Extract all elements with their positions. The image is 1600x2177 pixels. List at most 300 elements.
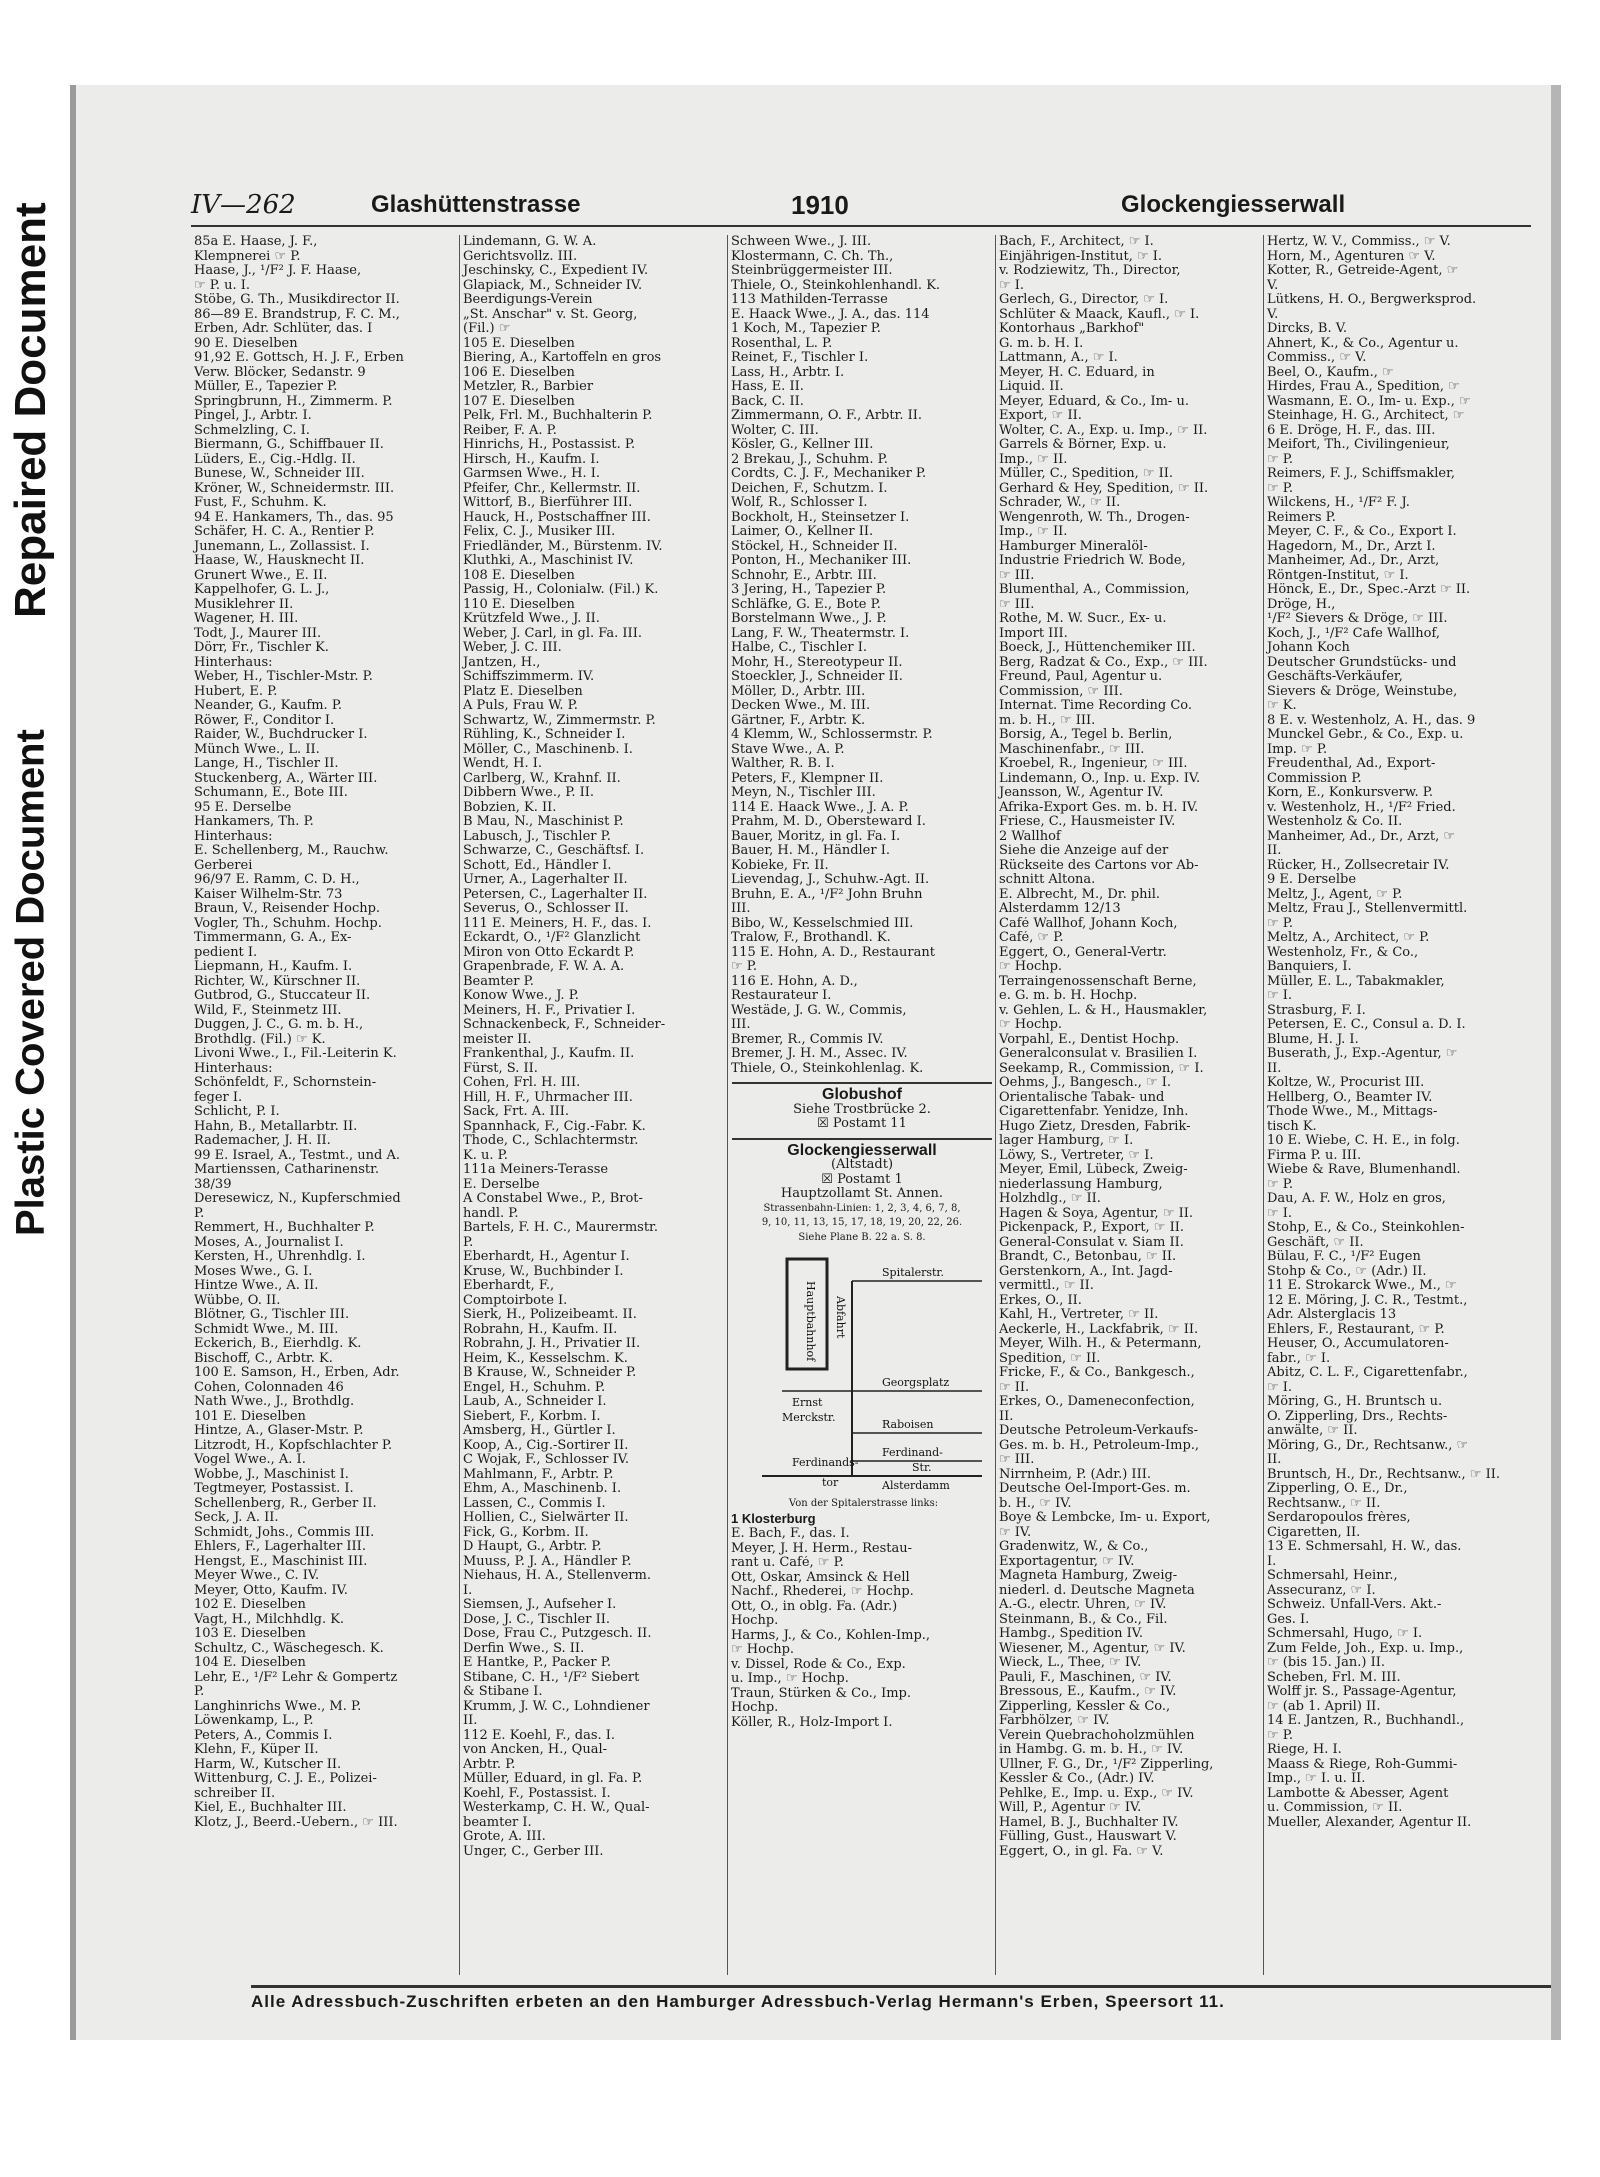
directory-entry: Zum Felde, Joh., Exp. u. Imp.,	[1267, 1641, 1464, 1656]
directory-entry: Verein Quebrachoholzmühlen	[999, 1728, 1195, 1743]
directory-entry: II.	[463, 1714, 478, 1728]
directory-entry: Möring, G., H. Bruntsch u.	[1267, 1395, 1443, 1409]
directory-entry: Meyn, N., Tischler III.	[731, 786, 876, 800]
directory-entry: E Hantke, P., Packer P.	[463, 1656, 612, 1670]
directory-entry: Lindemann, G. W. A.	[463, 235, 597, 249]
directory-entry: Firma P. u. III.	[1267, 1148, 1362, 1163]
directory-entry: Hirdes, Frau A., Spedition, ☞	[1267, 380, 1460, 394]
directory-entry: Liquid. II.	[999, 380, 1064, 394]
directory-entry: 96/97 E. Ramm, C. D. H.,	[194, 873, 360, 887]
directory-entry: Meyer, H. C. Eduard, in	[999, 365, 1155, 380]
directory-entry: Urner, A., Lagerhalter II.	[463, 873, 628, 887]
directory-entry: Siemsen, J., Aufseher I.	[463, 1598, 617, 1612]
directory-entry: II.	[1267, 1061, 1282, 1076]
directory-entry: Amsberg, H., Gürtler I.	[463, 1424, 616, 1438]
directory-entry: Cigarettenfabr. Yenidze, Inh.	[999, 1105, 1189, 1119]
directory-entry: Harm, W., Kutscher II.	[194, 1757, 342, 1772]
directory-entry: Hamel, B. J., Buchhalter IV.	[999, 1815, 1179, 1830]
directory-entry: m. b. H., ☞ III.	[999, 713, 1096, 728]
directory-entry: Schiffszimmerm. IV.	[463, 670, 595, 684]
directory-entry: Hahn, B., Metallarbtr. II.	[194, 1119, 358, 1134]
directory-entry: Meltz, A., Architect, ☞ P.	[1267, 931, 1430, 945]
directory-entry: Hankamers, Th. P.	[194, 815, 314, 829]
directory-entry: Brandt, C., Betonbau, ☞ II.	[999, 1250, 1177, 1264]
directory-entry: ☞ P.	[1267, 1177, 1294, 1192]
directory-entry: Schweiz. Unfall-Vers. Akt.-	[1267, 1598, 1442, 1612]
directory-entry: Friese, C., Hausmeister IV.	[999, 815, 1176, 829]
street-map	[732, 1251, 992, 1491]
directory-entry: Will, P., Agentur ☞ IV.	[999, 1801, 1142, 1815]
directory-entry: Gärtner, F., Arbtr. K.	[731, 713, 866, 728]
directory-entry: Grote, A. III.	[463, 1830, 546, 1844]
directory-entry: III.	[731, 1018, 751, 1032]
directory-entry: handl. P.	[463, 1206, 519, 1221]
directory-entry: ☞ Hochp.	[999, 960, 1063, 974]
directory-entry: Bauer, H. M., Händler I.	[731, 844, 890, 858]
directory-entry: Müller, Eduard, in gl. Fa. P.	[463, 1772, 643, 1786]
directory-entry: Wittorf, B., Bierführer III.	[463, 496, 633, 510]
directory-entry: 100 E. Samson, H., Erben, Adr.	[194, 1366, 400, 1380]
directory-entry: Restaurateur I.	[731, 989, 832, 1003]
map-label: Merckstr.	[782, 1411, 836, 1424]
directory-entry: Peters, F., Klempner II.	[731, 771, 884, 786]
directory-entry: 111 E. Meiners, H. F., das. I.	[463, 916, 652, 931]
directory-entry: Schläfke, G. E., Bote P.	[731, 597, 881, 612]
directory-entry: Freudenthal, Ad., Export-	[1267, 757, 1436, 771]
directory-entry: Ehlers, F., Lagerhalter III.	[194, 1540, 366, 1554]
directory-entry: Heuser, O., Accumulatoren-	[1267, 1337, 1449, 1351]
directory-entry: Spannhack, F., Cig.-Fabr. K.	[463, 1119, 646, 1134]
directory-entry: Münch Wwe., L. II.	[194, 742, 320, 757]
directory-entry: Hintze Wwe., A. II.	[194, 1279, 319, 1293]
directory-entry: Ehm, A., Maschinenb. I.	[463, 1482, 622, 1496]
directory-entry: Bremer, J. H. M., Assec. IV.	[731, 1047, 908, 1061]
directory-entry: beamter I.	[463, 1815, 532, 1830]
map-label: Alsterdamm	[882, 1479, 950, 1491]
directory-entry: 14 E. Jantzen, R., Buchhandl.,	[1267, 1714, 1465, 1728]
directory-entry: Röwer, F., Conditor I.	[194, 713, 335, 728]
directory-entry: 9 E. Derselbe	[1267, 873, 1357, 887]
directory-entry: Café, ☞ P.	[999, 931, 1064, 945]
directory-entry: Wolff jr. S., Passage-Agentur,	[1267, 1685, 1457, 1699]
directory-entry: Müller, C., Spedition, ☞ II.	[999, 467, 1174, 481]
directory-entry: Deutscher Grundstücks- und	[1267, 655, 1457, 670]
directory-entry: II.	[1267, 844, 1282, 858]
directory-entry: 107 E. Dieselben	[463, 394, 575, 409]
directory-entry: Brothdlg. (Fil.) ☞ K.	[194, 1032, 326, 1047]
directory-entry: Schlüter & Maack, Kaufl., ☞ I.	[999, 307, 1200, 322]
directory-entry: D Haupt, G., Arbtr. P.	[463, 1540, 602, 1554]
klosterburg-heading	[728, 1512, 996, 1528]
directory-entry: Meyer Wwe., C. IV.	[194, 1569, 320, 1583]
directory-entry: Arbtr. P.	[463, 1757, 516, 1772]
directory-entry: Stöckel, H., Schneider II.	[731, 539, 898, 554]
directory-entry: Junemann, L., Zollassist. I.	[194, 539, 370, 554]
directory-entry: Vorpahl, E., Dentist Hochp.	[999, 1032, 1180, 1047]
directory-entry: Bobzien, K. II.	[463, 800, 557, 815]
directory-entry: Bartels, F. H. C., Maurermstr.	[463, 1221, 658, 1235]
directory-entry: Scheben, Frl. M. III.	[1267, 1670, 1401, 1685]
directory-entry: Industrie Friedrich W. Bode,	[999, 554, 1186, 568]
directory-entry: Seekamp, R., Commission, ☞ I.	[999, 1061, 1204, 1076]
directory-entry: Köller, R., Holz-Import I.	[731, 1715, 893, 1730]
directory-entry: Kösler, G., Kellner III.	[731, 438, 874, 452]
directory-entry: Schäfer, H. C. A., Rentier P.	[194, 525, 375, 539]
directory-entry: 4 Klemm, W., Schlossermstr. P.	[731, 728, 933, 742]
directory-entry: Kaiser Wilhelm-Str. 73	[194, 887, 343, 902]
glockengiesserwall-tram: Strassenbahn-Linien: 1, 2, 3, 4, 6, 7, 8,	[763, 1202, 961, 1214]
directory-entry: 113 Mathilden-Terrasse	[731, 293, 888, 307]
directory-entry: ☞ I.	[999, 278, 1025, 293]
directory-entry: Wilckens, H., ¹/F² F. J.	[1267, 496, 1410, 510]
map-label: Str.	[912, 1461, 932, 1474]
directory-entry: Siebert, F., Korbm. I.	[463, 1409, 601, 1424]
map-label: tor	[822, 1476, 839, 1489]
directory-entry: Lambotte & Abesser, Agent	[1267, 1786, 1449, 1801]
directory-entry: ☞ Hochp.	[999, 1018, 1063, 1032]
directory-entry: Dau, A. F. W., Holz en gros,	[1267, 1192, 1446, 1206]
directory-entry: Aeckerle, H., Lackfabrik, ☞ II.	[999, 1322, 1199, 1337]
directory-entry: Nath Wwe., J., Brothdlg.	[194, 1395, 355, 1409]
page-content	[191, 185, 1531, 2011]
directory-entry: Afrika-Export Ges. m. b. H. IV.	[999, 800, 1199, 815]
directory-entry: Munckel Gebr., & Co., Exp. u.	[1267, 728, 1464, 742]
column-1	[191, 235, 459, 1975]
directory-entry: III.	[731, 902, 751, 916]
directory-entry: Schellenberg, R., Gerber II.	[194, 1496, 377, 1511]
directory-entry: niederl. d. Deutsche Magneta	[999, 1583, 1195, 1598]
directory-entry: Möring, G., Dr., Rechtsanw., ☞	[1267, 1438, 1469, 1453]
directory-entry: Derfin Wwe., S. II.	[463, 1641, 585, 1656]
column-2	[459, 235, 728, 1975]
directory-entry: Exportagentur, ☞ IV.	[999, 1554, 1135, 1569]
directory-entry: I.	[463, 1583, 473, 1598]
map-note: Von der Spitalerstrasse links:	[788, 1498, 939, 1509]
directory-entry: Alsterdamm 12/13	[999, 902, 1121, 916]
directory-entry: I.	[1267, 1554, 1277, 1569]
directory-entry: Walther, R. B. I.	[731, 757, 835, 771]
directory-entry: Kappelhofer, G. L. J.,	[194, 583, 330, 597]
map-label: Hauptbahnhof	[804, 1281, 817, 1362]
directory-entry: Banquiers, I.	[1267, 960, 1352, 974]
directory-entry: Vogler, Th., Schuhm. Hochp.	[194, 916, 382, 931]
directory-entry: Musiklehrer II.	[194, 597, 294, 612]
directory-entry: Haase, W., Hausknecht II.	[194, 554, 365, 568]
directory-entry: Konow Wwe., J. P.	[463, 989, 579, 1003]
column-4	[995, 235, 1264, 1975]
directory-entry: Ges. I.	[1267, 1612, 1310, 1627]
directory-entry: Passig, H., Colonialw. (Fil.) K.	[463, 583, 659, 597]
directory-entry: Rühling, K., Schneider I.	[463, 728, 626, 742]
directory-entry: Tralow, F., Brothandl. K.	[731, 931, 891, 945]
map-labels	[782, 1266, 950, 1491]
directory-entry: Felix, C. J., Musiker III.	[463, 525, 616, 539]
directory-entry: Biering, A., Kartoffeln en gros	[463, 351, 662, 365]
directory-entry: Gerstenkorn, A., Int. Jagd-	[999, 1264, 1173, 1279]
directory-entry: Wagener, H. III.	[194, 612, 299, 626]
directory-entry: Rechtsanw., ☞ II.	[1267, 1496, 1381, 1511]
directory-entry: E. Bach, F., das. I.	[731, 1527, 850, 1541]
directory-entry: Koop, A., Cig.-Sortirer II.	[463, 1438, 629, 1453]
directory-entry: Zipperling, Kessler & Co.,	[999, 1699, 1171, 1714]
directory-entry: Deichen, F., Schutzm. I.	[731, 481, 888, 496]
directory-entry: Holzhdlg., ☞ II.	[999, 1192, 1101, 1206]
map-label: Raboisen	[882, 1418, 934, 1431]
directory-entry: Raider, W., Buchdrucker I.	[194, 728, 368, 742]
directory-entry: Hamburger Mineralöl-	[999, 539, 1148, 554]
directory-entry: Traun, Stürken & Co., Imp.	[731, 1686, 912, 1701]
directory-entry: Schnohr, E., Arbtr. III.	[731, 568, 877, 583]
directory-entry: Pehlke, E., Imp. u. Exp., ☞ IV.	[999, 1786, 1194, 1801]
directory-entry: Gutbrod, G., Stuccateur II.	[194, 989, 371, 1003]
directory-entry: Kontorhaus „Barkhof"	[999, 322, 1145, 336]
directory-entry: Fürst, S. II.	[463, 1061, 538, 1076]
directory-entry: Frankenthal, J., Kaufm. II.	[463, 1047, 635, 1061]
map-label: Georgsplatz	[882, 1376, 950, 1389]
repaired-document-label: Repaired Document	[0, 130, 62, 690]
directory-entry: Schlicht, P. I.	[194, 1105, 280, 1119]
directory-entry: Thode, C., Schlachtermstr.	[463, 1134, 639, 1148]
street-map-svg	[732, 1251, 992, 1491]
directory-entry: Ott, Oskar, Amsinck & Hell	[731, 1570, 910, 1585]
directory-entry: 110 E. Dieselben	[463, 597, 575, 612]
directory-entry: O. Zipperling, Drs., Rechts-	[1267, 1409, 1448, 1424]
directory-entry: Bremer, R., Commis IV.	[731, 1032, 884, 1047]
directory-entry: Kröner, W., Schneidermstr. III.	[194, 481, 395, 496]
scanned-page	[70, 85, 1561, 2040]
directory-entry: Rückseite des Cartons vor Ab-	[999, 858, 1199, 873]
directory-entry: Freund, Paul, Agentur u.	[999, 670, 1163, 684]
directory-entry: Wobbe, J., Maschinist I.	[194, 1467, 349, 1482]
directory-entry: Moses Wwe., G. I.	[194, 1264, 313, 1279]
directory-entry: Zimmermann, O. F., Arbtr. II.	[731, 409, 922, 423]
directory-entry: 114 E. Haack Wwe., J. A. P.	[731, 800, 909, 815]
directory-entry: Timmermann, G. A., Ex-	[194, 931, 352, 945]
directory-entry: Schwarze, C., Geschäftsf. I.	[463, 844, 645, 858]
directory-entry: Nirrnheim, P. (Adr.) III.	[999, 1467, 1151, 1482]
directory-entry: Stohp & Co., ☞ (Adr.) II.	[1267, 1264, 1427, 1279]
directory-entry: Gerhard & Hey, Spedition, ☞ II.	[999, 481, 1209, 496]
directory-entry: Lievendag, J., Schuhw.-Agt. II.	[731, 873, 930, 887]
directory-entry: Stuckenberg, A., Wärter III.	[194, 771, 378, 786]
directory-entry: Duggen, J. C., G. m. b. H.,	[194, 1018, 364, 1032]
directory-entry: Commiss., ☞ V.	[1267, 351, 1367, 365]
directory-entry: 101 E. Dieselben	[194, 1409, 306, 1424]
klosterburg-entries	[728, 1527, 996, 1730]
directory-columns	[191, 235, 1531, 1975]
directory-entry: Eberhardt, H., Agentur I.	[463, 1250, 630, 1264]
glockengiesserwall-sub: (Altstadt)	[830, 1157, 894, 1172]
directory-entry: v. Rodziewitz, Th., Director,	[999, 264, 1181, 278]
directory-entry: II.	[1267, 1453, 1282, 1467]
directory-entry: Dröge, H.,	[1267, 597, 1336, 612]
map-label: Ernst	[792, 1396, 823, 1409]
directory-entry: P.	[463, 1235, 474, 1250]
directory-entry: E. Haack Wwe., J. A., das. 114	[731, 307, 930, 322]
directory-entry: Fust, F., Schuhm. K.	[194, 496, 327, 510]
directory-entry: Koch, J., ¹/F² Cafe Wallhof,	[1267, 626, 1440, 641]
globushof-postamt: ☒ Postamt 11	[817, 1116, 907, 1131]
directory-entry: 99 E. Israel, A., Testmt., und A.	[194, 1148, 401, 1163]
directory-entry: Metzler, R., Barbier	[463, 380, 594, 394]
directory-entry: Horn, M., Agenturen ☞ V.	[1267, 249, 1436, 264]
directory-entry: Café Wallhof, Johann Koch,	[999, 916, 1178, 931]
directory-entry: Stibane, C. H., ¹/F² Siebert	[463, 1670, 640, 1685]
directory-entry: 108 E. Dieselben	[463, 568, 575, 583]
directory-entry: Boeck, J., Hüttenchemiker III.	[999, 641, 1196, 655]
directory-entry: Thiele, O., Steinkohlenhandl. K.	[731, 278, 941, 293]
directory-entry: Engel, H., Schuhm. P.	[463, 1380, 606, 1395]
directory-entry: Kroebel, R., Ingenieur, ☞ III.	[999, 757, 1188, 771]
directory-entry: Strasburg, F. I.	[1267, 1003, 1366, 1018]
directory-entry: 95 E. Derselbe	[194, 800, 292, 815]
directory-entry: Bressous, E., Kaufm., ☞ IV.	[999, 1685, 1177, 1699]
directory-entry: Muuss, P. J. A., Händler P.	[463, 1554, 632, 1569]
directory-entry: Hochp.	[731, 1614, 779, 1628]
directory-entry: Ott, O., in oblg. Fa. (Adr.)	[731, 1599, 898, 1614]
directory-entry: Grunert Wwe., E. II.	[194, 568, 328, 583]
globushof-box	[732, 1082, 992, 1132]
directory-entry: Bockholt, H., Steinsetzer I.	[731, 510, 910, 525]
page-header	[191, 185, 1531, 227]
directory-entry: Meltz, Frau J., Stellenvermittl.	[1267, 902, 1468, 916]
directory-entry: pedient I.	[194, 945, 258, 960]
directory-entry: Platz E. Dieselben	[463, 684, 583, 699]
directory-entry: Wolter, C. A., Exp. u. Imp., ☞ II.	[999, 423, 1208, 438]
directory-entry: Peters, A., Commis I.	[194, 1728, 333, 1743]
directory-entry: Assecuranz, ☞ I.	[1267, 1583, 1376, 1598]
directory-entry: Schmersahl, Hugo, ☞ I.	[1267, 1627, 1423, 1641]
map-label: Ferdinand-	[882, 1446, 943, 1459]
directory-entry: Lehr, E., ¹/F² Lehr & Gompertz	[194, 1670, 398, 1685]
directory-entry: Gerichtsvollz. III.	[463, 249, 578, 264]
directory-entry: Grapenbrade, F. W. A. A.	[463, 960, 625, 974]
directory-entry: Carlberg, W., Krahnf. II.	[463, 771, 621, 786]
directory-entry: Meyer, J. H. Herm., Restau-	[731, 1541, 913, 1556]
directory-entry: Bauer, Moritz, in gl. Fa. I.	[731, 829, 901, 844]
directory-entry: Hill, H. F., Uhrmacher III.	[463, 1090, 633, 1105]
directory-entry: ☞ P.	[1267, 916, 1294, 931]
directory-entry: G. m. b. H. I.	[999, 336, 1084, 351]
page-number: IV—262	[191, 190, 296, 220]
directory-entry: Verw. Blöcker, Sedanstr. 9	[194, 365, 366, 380]
directory-entry: Orientalische Tabak- und	[999, 1090, 1165, 1105]
directory-entry: Klotz, J., Beerd.-Uebern., ☞ III.	[194, 1815, 398, 1830]
directory-entry: Dose, J. C., Tischler II.	[463, 1612, 610, 1627]
directory-entry: Pfeifer, Chr., Kellermstr. II.	[463, 481, 641, 496]
directory-entry: Erkes, O., Dameneconfection,	[999, 1395, 1195, 1409]
year-title: 1910	[791, 189, 849, 220]
directory-entry: Meyer, Emil, Lübeck, Zweig-	[999, 1163, 1188, 1177]
left-street-title: Glashüttenstrasse	[371, 191, 581, 218]
directory-entry: Niehaus, H. A., Stellenverm.	[463, 1569, 651, 1583]
directory-entry: Wolf, R., Schlosser I.	[731, 496, 868, 510]
directory-entry: Eckerich, B., Eierhdlg. K.	[194, 1337, 362, 1351]
directory-entry: Magneta Hamburg, Zweig-	[999, 1569, 1178, 1583]
directory-entry: Dibbern Wwe., P. II.	[463, 786, 594, 800]
directory-entry: Lattmann, A., ☞ I.	[999, 351, 1118, 365]
directory-entry: lager Hamburg, ☞ I.	[999, 1134, 1134, 1148]
directory-entry: Hinterhaus:	[194, 655, 273, 670]
directory-entry: Hambg., Spedition IV.	[999, 1627, 1143, 1641]
directory-entry: Robrahn, J. H., Privatier II.	[463, 1337, 641, 1351]
directory-entry: Gradenwitz, W., & Co.,	[999, 1540, 1149, 1554]
directory-entry: Rücker, H., Zollsecretair IV.	[1267, 858, 1450, 873]
directory-entry: Hauck, H., Postschaffner III.	[463, 510, 651, 525]
directory-entry: Maass & Riege, Roh-Gummi-	[1267, 1757, 1458, 1772]
directory-entry: Geschäfts-Verkäufer,	[1267, 670, 1403, 684]
directory-entry: ☞ P. u. I.	[194, 278, 251, 293]
directory-entry: Blötner, G., Tischler III.	[194, 1308, 350, 1322]
directory-entry: Blumenthal, A., Commission,	[999, 583, 1190, 597]
directory-entry: Meiners, H. F., Privatier I.	[463, 1003, 636, 1018]
directory-entry: Unger, C., Gerber III.	[463, 1844, 604, 1859]
directory-entry: 85a E. Haase, J. F.,	[194, 235, 318, 249]
directory-entry: Liepmann, H., Kaufm. I.	[194, 960, 353, 974]
directory-entry: Comptoirbote I.	[463, 1293, 568, 1308]
directory-entry: Schwartz, W., Zimmermstr. P.	[463, 713, 656, 728]
directory-entry: Martienssen, Catharinenstr.	[194, 1163, 380, 1177]
directory-entry: Tegtmeyer, Postassist. I.	[194, 1482, 354, 1496]
directory-entry: 94 E. Hankamers, Th., das. 95	[194, 510, 394, 525]
directory-entry: Pingel, J., Arbtr. I.	[194, 409, 312, 423]
directory-entry: Kruse, W., Buchbinder I.	[463, 1264, 624, 1279]
directory-entry: Bruhn, E. A., ¹/F² John Bruhn	[731, 887, 923, 902]
directory-entry: Deutsche Petroleum-Verkaufs-	[999, 1424, 1198, 1438]
directory-entry: Beamter P.	[463, 974, 534, 989]
directory-entry: ☞ K.	[1267, 699, 1297, 713]
directory-entry: Rosenthal, L. P.	[731, 336, 833, 351]
directory-entry: Decken Wwe., M. III.	[731, 699, 871, 713]
directory-entry: Weber, J. Carl, in gl. Fa. III.	[463, 626, 642, 641]
directory-entry: 105 E. Dieselben	[463, 336, 575, 351]
directory-entry: Moses, A., Journalist I.	[194, 1235, 344, 1250]
directory-entry: & Stibane I.	[463, 1685, 543, 1699]
directory-entry: Wiebe & Rave, Blumenhandl.	[1267, 1163, 1461, 1177]
directory-entry: 115 E. Hohn, A. D., Restaurant	[731, 945, 935, 960]
directory-entry: 116 E. Hohn, A. D.,	[731, 974, 858, 989]
globushof-line: Siehe Trostbrücke 2.	[793, 1101, 931, 1117]
directory-entry: Wiesener, M., Agentur, ☞ IV.	[999, 1641, 1186, 1656]
directory-entry: Commission, ☞ III.	[999, 684, 1123, 699]
page-footer: Alle Adressbuch-Zuschriften erbeten an den Hamburger Adressbuch-Verlag Hermann's Erben, Speersort 11.	[251, 1985, 1551, 2012]
directory-entry: Stoeckler, J., Schneider II.	[731, 670, 903, 684]
directory-entry: Weber, H., Tischler-Mstr. P.	[194, 670, 373, 684]
directory-entry: Westenholz & Co. II.	[1267, 815, 1403, 829]
directory-entry: Internat. Time Recording Co.	[999, 699, 1193, 713]
directory-entry: Maschinenfabr., ☞ III.	[999, 742, 1145, 757]
directory-entry: Heim, K., Kesselschm. K.	[463, 1351, 628, 1366]
directory-entry: Schultz, C., Wäschegesch. K.	[194, 1641, 384, 1656]
directory-entry: Korn, E., Konkursverw. P.	[1267, 786, 1433, 800]
directory-entry: Klempnerei ☞ P.	[194, 249, 301, 264]
directory-entry: Reimers, F. J., Schiffsmakler,	[1267, 467, 1456, 481]
directory-entry: Schnackenbeck, F., Schneider-	[463, 1018, 666, 1032]
directory-entry: Wittenburg, C. J. E., Polizei-	[194, 1772, 377, 1786]
directory-entry: Borstelmann Wwe., J. P.	[731, 612, 887, 626]
directory-entry: Biermann, G., Schiffbauer II.	[194, 438, 384, 452]
directory-entry: Lass, H., Arbtr. I.	[731, 365, 845, 380]
glockengiesserwall-title: Glockengiesserwall	[787, 1141, 937, 1159]
directory-entry: Vogel Wwe., A. I.	[194, 1453, 306, 1467]
directory-entry: (Fil.) ☞	[463, 322, 511, 336]
directory-entry: Kiel, E., Buchhalter III.	[194, 1801, 347, 1815]
directory-entry: Hinterhaus:	[194, 1061, 273, 1076]
directory-entry: u. Imp., ☞ Hochp.	[731, 1672, 849, 1686]
directory-entry: 3 Jering, H., Tapezier P.	[731, 583, 887, 597]
directory-entry: feger I.	[194, 1090, 243, 1105]
directory-entry: Wasmann, E. O., Im- u. Exp., ☞	[1267, 394, 1471, 409]
